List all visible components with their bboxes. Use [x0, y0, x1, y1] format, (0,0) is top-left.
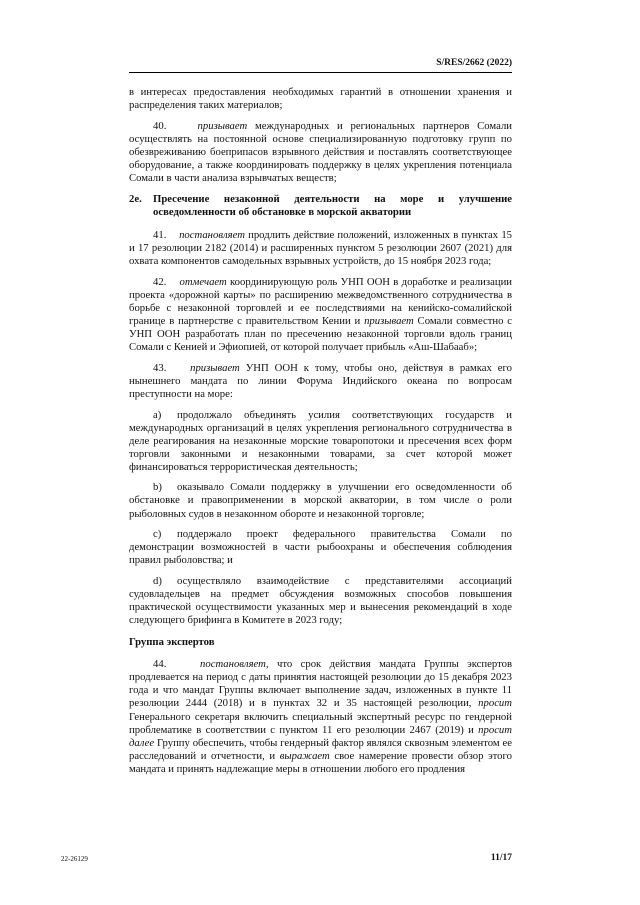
section-heading-group-of-experts: Группа экспертов [129, 636, 215, 649]
subparagraph-43d: d) осуществляло взаимодействие с представителями ассоциаций судовладельцев на предмет обсуждения возможных способов повышения практической осуществимости указанных мер и вынесения рекомендаций в ходе следующего брифинга в Комитете в 2023 году; [129, 574, 512, 627]
paragraph-42: 42. отмечает координирующую роль УНП ООН в доработке и реализации проекта «дорожной карты» по расширению межведомственного сотрудничества в борьбе с незаконной торговлей и ее последствиями на кенийско-сомалийской границе в партнерстве с правительством Кении и призывает Сомали совместно с УНП ООН разработать план по пресечению незаконной торговли вдоль границ Сомали с Кенией и Эфиопией, от которой получает прибыль «Аш-Шабааб»; [129, 275, 513, 354]
paragraph-43: 43. призывает УНП ООН к тому, чтобы оно, действуя в рамках его нынешнего мандата по линии Форума Индийского океана по вопросам преступности на море: [129, 361, 513, 401]
header-rule [129, 72, 512, 73]
paragraph-44: 44. постановляет, что срок действия мандата Группы экспертов продлевается на период с даты принятия настоящей резолюции до 15 декабря 2023 года и что мандат Группы включает выполнение задач, изложенных в пункте 11 резолюции 2444 (2018) и в пунктах 32 и 35 настоящей резолюции, просит Генерального секретаря включить специальный экспертный ресурс по гендерной проблематике в соответствии с пунктом 11 его резолюции 2467 (2019) и просит далее Группу обеспечить, чтобы гендерный фактор являлся сквозным элементом ее расследований и отчетности, и выражает свое намерение провести обзор этого мандата и принять надлежащие меры в отношении любого его продления [129, 658, 513, 775]
subparagraph-43a: a) продолжало объединять усилия соответствующих государств и международных организаций в целях укрепления регионального сотрудничества в деле реагирования на незаконные морские товаропотоки и пресечения всех форм торговли законными и незаконными товарами, за счет которой может финансироваться террористическая деятельность; [129, 408, 512, 473]
paragraph-41: 41. постановляет продлить действие положений, изложенных в пунктах 15 и 17 резолюции 2182 (2014) и расширенных пунктом 5 резолюции 2607 (2021) для охвата компонентов самодельных взрывных устройств, до 15 ноября 2023 года; [129, 229, 513, 268]
paragraph-40: 40. призывает международных и региональных партнеров Сомали осуществлять на постоянной основе специализированную подготовку групп по обезвреживанию боеприпасов взрывного действия и поставлять соответствующее оборудование, а также координировать поддержку в целях укрепления потенциала Сомали в части анализа взрывчатых веществ; [129, 119, 513, 184]
document-body [129, 86, 512, 783]
subparagraph-43b: b) оказывало Сомали поддержку в улучшении его осведомленности об обстановке и правоприменении в морской акватории, в том числе о роли рыболовных судов в незаконном обороте и незаконной торговле; [129, 481, 512, 520]
document-number: 22-26129 [61, 855, 88, 863]
subparagraph-43c: c) поддержало проект федерального правительства Сомали по демонстрации возможностей в части рыбоохраны и обеспечения соблюдения правил рыболовства; и [129, 528, 512, 567]
paragraph-continuation: в интересах предоставления необходимых гарантий в отношении хранения и распределения таких материалов; [129, 86, 512, 112]
document-symbol: S/RES/2662 (2022) [436, 58, 512, 68]
page-number: 11/17 [490, 853, 512, 863]
section-heading-2e: 2e. Пресечение незаконной деятельности на море и улучшение осведомленности об обстановке в морской акватории [129, 193, 512, 219]
